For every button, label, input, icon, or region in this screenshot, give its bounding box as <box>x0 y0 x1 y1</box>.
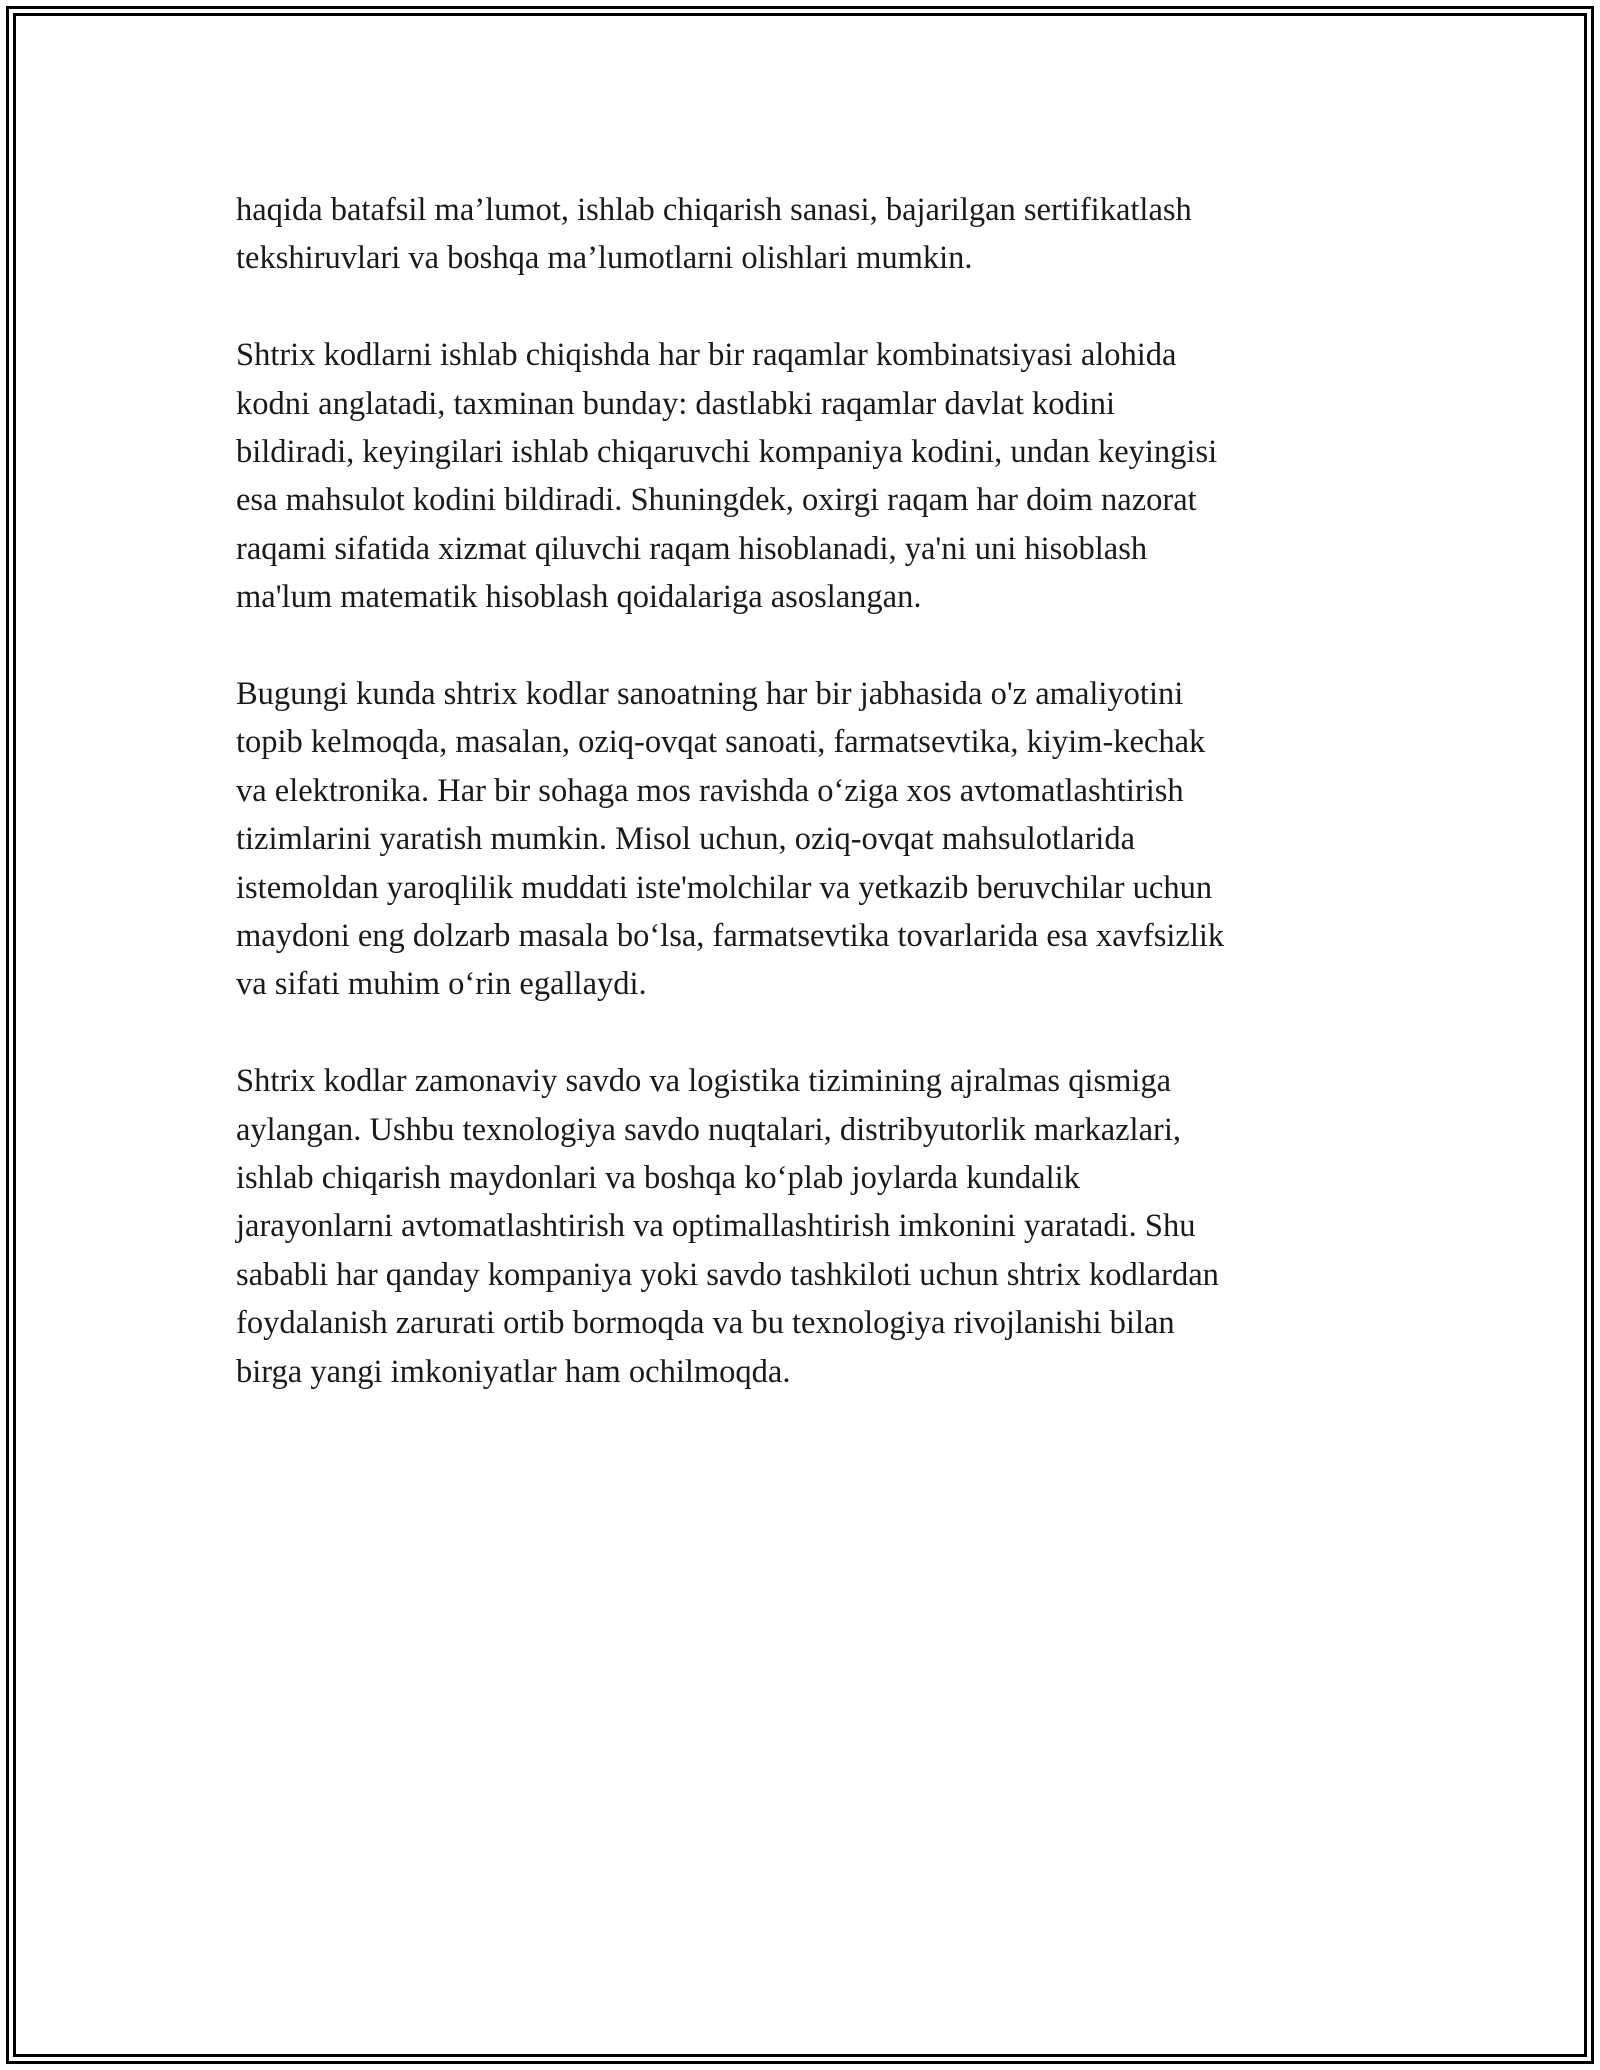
paragraph-logistics: Shtrix kodlar zamonaviy savdo va logistika tizimining ajralmas qismiga aylangan. Ushbu texnologiya savdo nuqtalari, distribyutorlik markazlari, ishlab chiqarish maydonlari va boshqa ko‘plab joylarda kundalik jarayonlarni avtomatlashtirish va optimallashtirish imkonini yaratadi. Shu sababli har qanday kompaniya yoki savdo tashkiloti uchun shtrix kodlardan foydalanish zarurati ortib bormoqda va bu texnologiya rivojlanishi bilan birga yangi imkoniyatlar ham ochilmoqda. <box>236 1063 1219 1390</box>
document-body <box>236 186 1376 1445</box>
paragraph-industry-usage: Bugungi kunda shtrix kodlar sanoatning har bir jabhasida o'z amaliyotini topib kelmoqda, masalan, oziq-ovqat sanoati, farmatsevtika, kiyim-kechak va elektronika. Har bir sohaga mos ravishda o‘ziga xos avtomatlashtirish tizimlarini yaratish mumkin. Misol uchun, oziq-ovqat mahsulotlarida istemoldan yaroqlilik muddati iste'molchilar va yetkazib beruvchilar uchun maydoni eng dolzarb masala bo‘lsa, farmatsevtika tovarlarida esa xavfsizlik va sifati muhim o‘rin egallaydi. <box>236 676 1225 1003</box>
paragraph-product-info: haqida batafsil ma’lumot, ishlab chiqarish sanasi, bajarilgan sertifikatlash tekshiruvlari va boshqa ma’lumotlarni olishlari mumkin. <box>236 192 1192 277</box>
paragraph-barcode-structure: Shtrix kodlarni ishlab chiqishda har bir raqamlar kombinatsiyasi alohida kodni anglatadi, taxminan bunday: dastlabki raqamlar davlat kodini bildiradi, keyingilari ishlab chiqaruvchi kompaniya kodini, undan keyingisi esa mahsulot kodini bildiradi. Shuningdek, oxirgi raqam har doim nazorat raqami sifatida xizmat qiluvchi raqam hisoblanadi, ya'ni uni hisoblash ma'lum matematik hisoblash qoidalariga asoslangan. <box>236 337 1218 616</box>
